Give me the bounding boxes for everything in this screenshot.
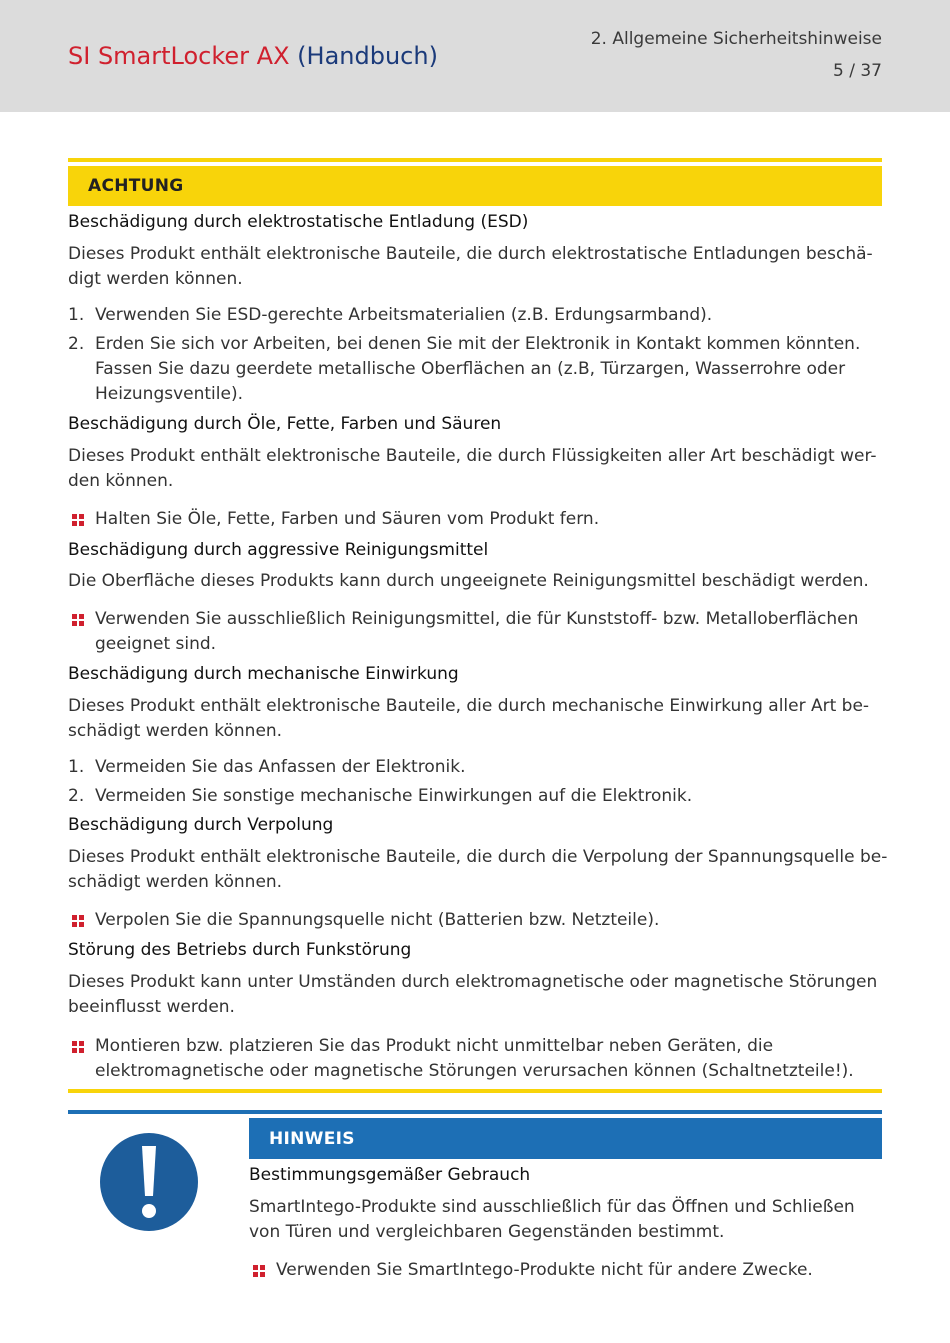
polarity-body-line-1: Dieses Produkt enthält elektronische Bauteile, die durch die Verpolung der Spannungsquelle be- (68, 847, 888, 867)
mechanical-step-2-number: 2. (68, 786, 85, 806)
notice-top-rule (68, 1110, 882, 1114)
notice-body-line-2: von Türen und vergleichbaren Gegenständen bestimmt. (249, 1222, 725, 1242)
radio-body-line-1: Dieses Produkt kann unter Umständen durch elektromagnetische oder magnetische Störungen (68, 972, 878, 992)
esd-body-line-2: digt werden können. (68, 269, 243, 289)
bullet-icon (72, 514, 84, 526)
mechanical-step-1-text: Vermeiden Sie das Anfassen der Elektronik. (95, 757, 466, 777)
bullet-icon (72, 915, 84, 927)
warning-top-rule (68, 158, 882, 162)
warning-label: ACHTUNG (88, 176, 184, 196)
polarity-bullet: Verpolen Sie die Spannungsquelle nicht (Batterien bzw. Netzteile). (95, 910, 660, 930)
esd-heading: Beschädigung durch elektrostatische Entladung (ESD) (68, 212, 529, 232)
document-type: (Handbuch) (297, 42, 438, 70)
esd-step-2-line-2: Fassen Sie dazu geerdete metallische Oberflächen an (z.B, Türzargen, Wasserrohre oder (95, 359, 846, 379)
chapter-title: 2. Allgemeine Sicherheitshinweise (590, 29, 882, 49)
cleaning-heading: Beschädigung durch aggressive Reinigungsmittel (68, 540, 489, 560)
bullet-icon (72, 1041, 84, 1053)
esd-step-1-text: Verwenden Sie ESD-gerechte Arbeitsmaterialien (z.B. Erdungsarmband). (95, 305, 713, 325)
page-header (0, 0, 950, 112)
warning-bottom-rule (68, 1089, 882, 1093)
esd-step-2-number: 2. (68, 334, 85, 354)
mechanical-step-1-number: 1. (68, 757, 85, 777)
page-number: 5 / 37 (833, 61, 882, 81)
cleaning-bullet-line-1: Verwenden Sie ausschließlich Reinigungsmittel, die für Kunststoff- bzw. Metalloberflächen (95, 609, 859, 629)
esd-step-1-number: 1. (68, 305, 85, 325)
mechanical-body-line-2: schädigt werden können. (68, 721, 283, 741)
esd-body-line-1: Dieses Produkt enthält elektronische Bauteile, die durch elektrostatische Entladungen beschä- (68, 244, 873, 264)
radio-heading: Störung des Betriebs durch Funkstörung (68, 940, 412, 960)
oils-body-line-2: den können. (68, 471, 174, 491)
esd-step-2-line-1: Erden Sie sich vor Arbeiten, bei denen Sie mit der Elektronik in Kontakt kommen könnten. (95, 334, 861, 354)
mechanical-body-line-1: Dieses Produkt enthält elektronische Bauteile, die durch mechanische Einwirkung aller Art be- (68, 696, 870, 716)
polarity-body-line-2: schädigt werden können. (68, 872, 283, 892)
notice-body-line-1: SmartIntego-Produkte sind ausschließlich für das Öffnen und Schließen (249, 1197, 855, 1217)
radio-body-line-2: beeinflusst werden. (68, 997, 235, 1017)
notice-banner (249, 1118, 882, 1159)
esd-step-2-line-3: Heizungsventile). (95, 384, 243, 404)
bullet-icon (253, 1265, 265, 1277)
oils-bullet: Halten Sie Öle, Fette, Farben und Säuren vom Produkt fern. (95, 509, 600, 529)
product-name: SI SmartLocker AX (68, 42, 290, 70)
notice-label: HINWEIS (269, 1129, 355, 1149)
warning-banner (68, 166, 882, 206)
oils-body-line-1: Dieses Produkt enthält elektronische Bauteile, die durch Flüssigkeiten aller Art beschädigt wer- (68, 446, 877, 466)
cleaning-body: Die Oberfläche dieses Produkts kann durch ungeeignete Reinigungsmittel beschädigt werden. (68, 571, 869, 591)
mechanical-step-2-text: Vermeiden Sie sonstige mechanische Einwirkungen auf die Elektronik. (95, 786, 693, 806)
exclamation-mark-icon (99, 1132, 199, 1232)
cleaning-bullet-line-2: geeignet sind. (95, 634, 217, 654)
notice-heading: Bestimmungsgemäßer Gebrauch (249, 1165, 531, 1185)
polarity-heading: Beschädigung durch Verpolung (68, 815, 334, 835)
radio-bullet-line-2: elektromagnetische oder magnetische Störungen verursachen können (Schaltnetzteile!). (95, 1061, 854, 1081)
document-title (68, 38, 438, 74)
mechanical-heading: Beschädigung durch mechanische Einwirkung (68, 664, 459, 684)
bullet-icon (72, 614, 84, 626)
radio-bullet-line-1: Montieren bzw. platzieren Sie das Produkt nicht unmittelbar neben Geräten, die (95, 1036, 774, 1056)
oils-heading: Beschädigung durch Öle, Fette, Farben und Säuren (68, 414, 502, 434)
notice-bullet: Verwenden Sie SmartIntego-Produkte nicht für andere Zwecke. (276, 1260, 813, 1280)
